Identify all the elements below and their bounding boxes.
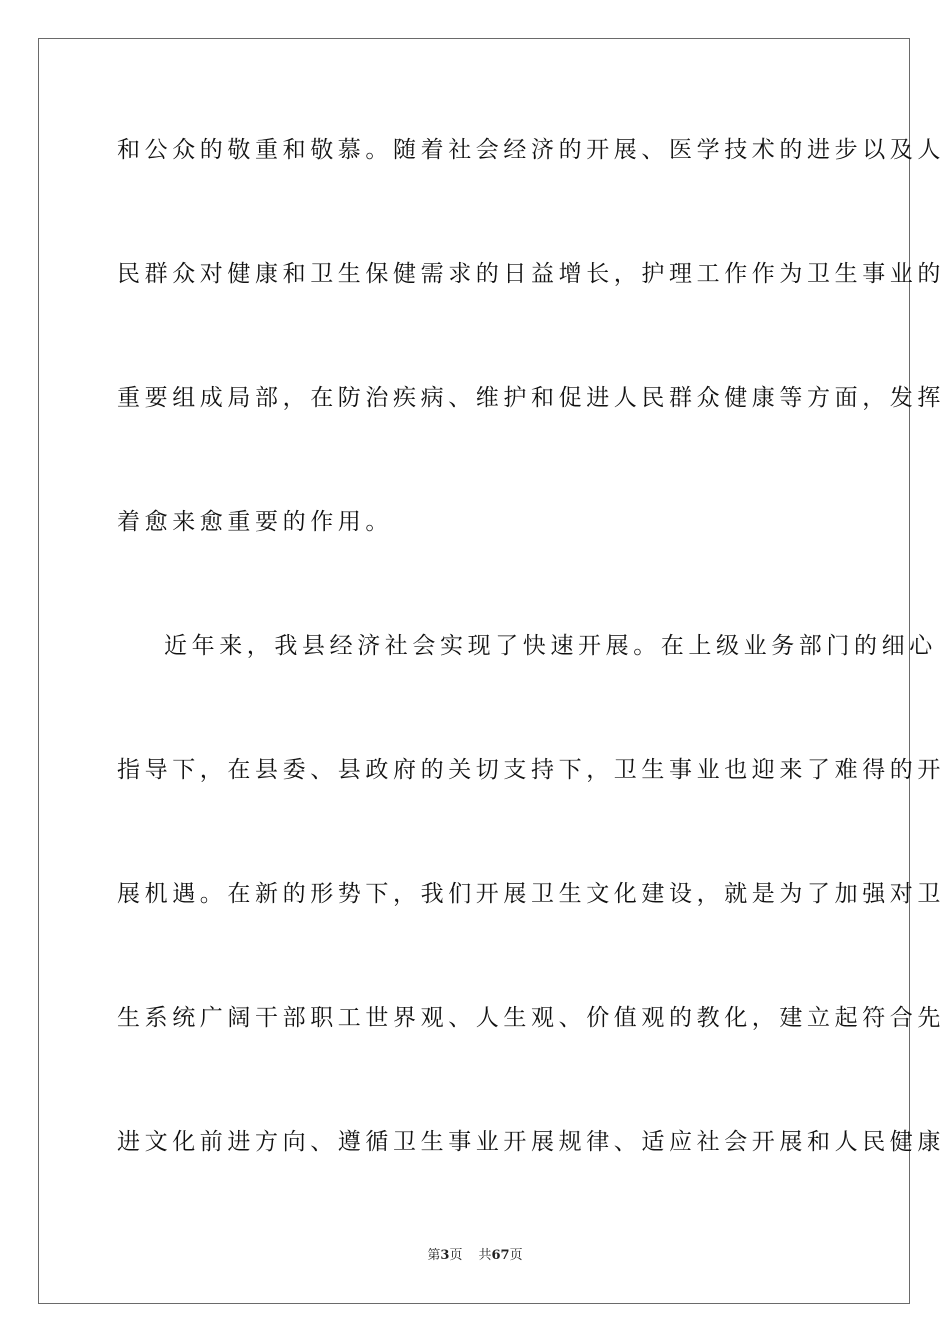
footer-page-number: 3 bbox=[440, 1248, 450, 1263]
body-line-5: 近年来，我县经济社会实现了快速开展。在上级业务部门的细心 bbox=[164, 633, 937, 659]
body-line-6: 指导下，在县委、县政府的关切支持下，卫生事业也迎来了难得的开 bbox=[117, 757, 945, 783]
footer-total-suffix: 页 bbox=[509, 1248, 523, 1263]
body-line-7: 展机遇。在新的形势下，我们开展卫生文化建设，就是为了加强对卫 bbox=[117, 881, 945, 907]
page-border bbox=[38, 38, 945, 1304]
body-line-4: 着愈来愈重要的作用。 bbox=[117, 509, 393, 535]
footer-page-suffix: 页 bbox=[449, 1248, 463, 1263]
body-line-8: 生系统广阔干部职工世界观、人生观、价值观的教化，建立起符合先 bbox=[117, 1005, 945, 1031]
page-footer bbox=[0, 1247, 950, 1265]
body-line-9: 进文化前进方向、遵循卫生事业开展规律、适应社会开展和人民健康 bbox=[117, 1129, 945, 1155]
body-line-1: 和公众的敬重和敬慕。随着社会经济的开展、医学技术的进步以及人 bbox=[117, 137, 945, 163]
footer-total-prefix: 共 bbox=[478, 1248, 492, 1263]
footer-total-pages: 67 bbox=[491, 1248, 510, 1263]
body-line-2: 民群众对健康和卫生保健需求的日益增长，护理工作作为卫生事业的 bbox=[117, 261, 945, 287]
body-line-3: 重要组成局部，在防治疾病、维护和促进人民群众健康等方面，发挥 bbox=[117, 385, 945, 411]
footer-page-prefix: 第 bbox=[427, 1248, 441, 1263]
